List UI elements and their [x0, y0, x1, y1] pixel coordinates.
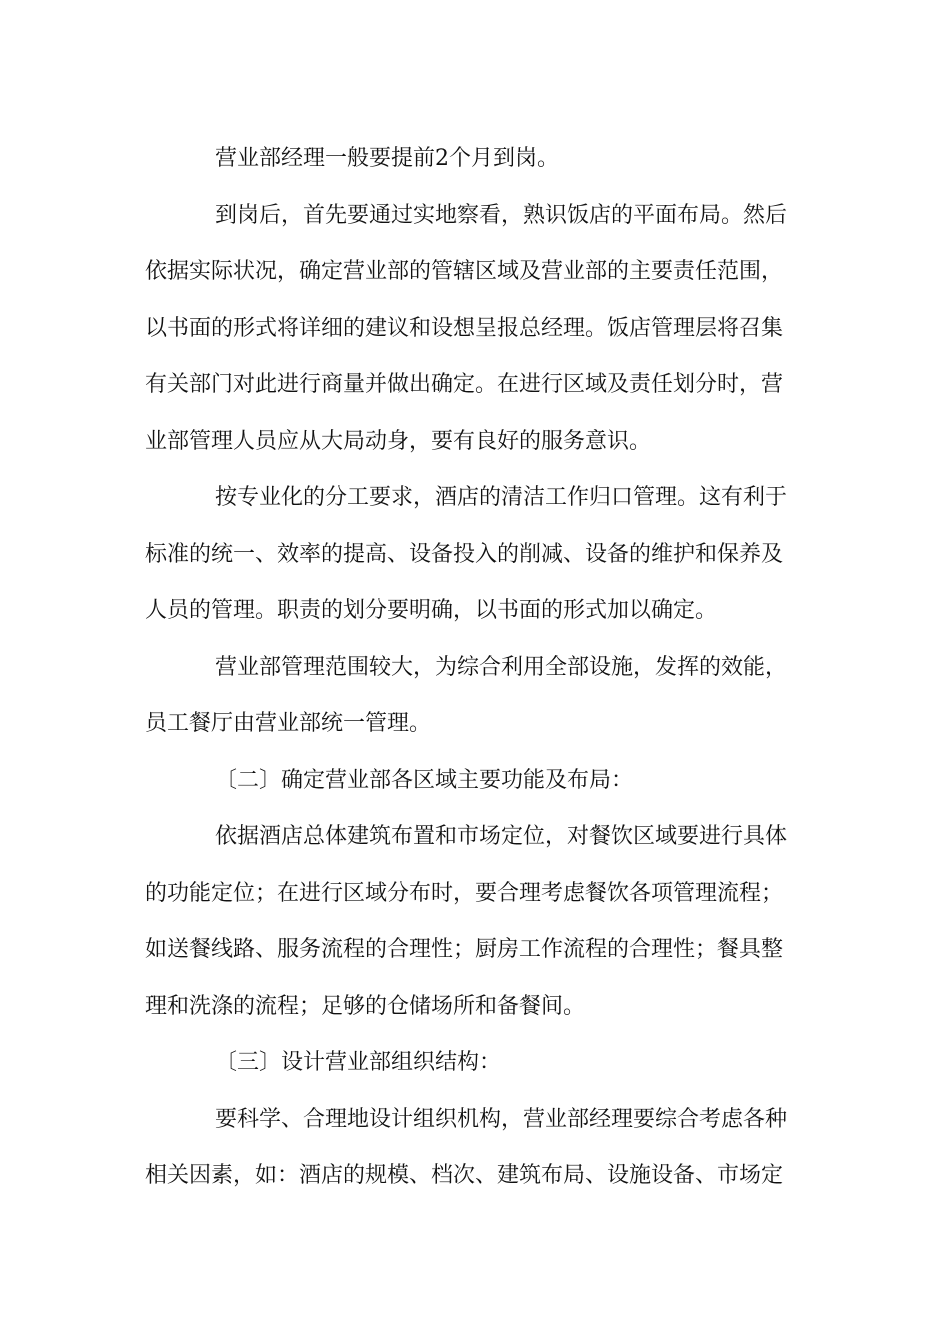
text-line: 理和洗涤的流程；足够的仓储场所和备餐间。: [145, 993, 586, 1019]
section-heading-2: [145, 753, 807, 810]
text-line: 如送餐线路、服务流程的合理性；厨房工作流程的合理性；餐具整: [145, 937, 784, 962]
text-line: 相关因素，如：酒店的规模、档次、建筑布局、设施设备、市场定: [145, 1163, 784, 1188]
text-line: 标准的统一、效率的提高、设备投入的削减、设备的维护和保养及: [145, 541, 784, 567]
paragraph-5: [145, 809, 807, 1035]
text-line: 员工餐厅由营业部统一管理。: [145, 711, 432, 736]
text-line: 〔三〕设计营业部组织结构：: [215, 1050, 502, 1075]
text-line: 营业部经理一般要提前2个月到岗。: [215, 146, 559, 171]
text-line: 要科学、合理地设计组织机构，营业部经理要综合考虑各种: [215, 1106, 788, 1132]
paragraph-2: [145, 188, 807, 471]
text-line: 〔二〕确定营业部各区域主要功能及布局：: [215, 767, 634, 793]
text-line: 依据实际状况，确定营业部的管辖区域及营业部的主要责任范围，: [145, 259, 784, 284]
text-line: 人员的管理。职责的划分要明确，以书面的形式加以确定。: [145, 598, 718, 623]
section-heading-3: [145, 1035, 807, 1092]
text-line: 按专业化的分工要求，酒店的清洁工作归口管理。这有利于: [215, 485, 788, 510]
text-line: 业部管理人员应从大局动身，要有良好的服务意识。: [145, 428, 652, 454]
text-line: 以书面的形式将详细的建议和设想呈报总经理。饭店管理层将召集: [145, 315, 784, 341]
text-line: 有关部门对此进行商量并做出确定。在进行区域及责任划分时，营: [145, 372, 784, 397]
text-line: 到岗后，首先要通过实地察看，熟识饭店的平面布局。然后: [215, 202, 788, 228]
document-body: [145, 131, 807, 1205]
text-line: 依据酒店总体建筑布置和市场定位，对餐饮区域要进行具体: [215, 824, 788, 849]
paragraph-1: [145, 131, 807, 188]
text-line: 营业部管理范围较大，为综合利用全部设施，发挥的效能，: [215, 654, 788, 680]
paragraph-6: [145, 1092, 807, 1205]
paragraph-3: [145, 470, 807, 640]
text-line: 的功能定位；在进行区域分布时，要合理考虑餐饮各项管理流程；: [145, 880, 784, 906]
paragraph-4: [145, 640, 807, 753]
